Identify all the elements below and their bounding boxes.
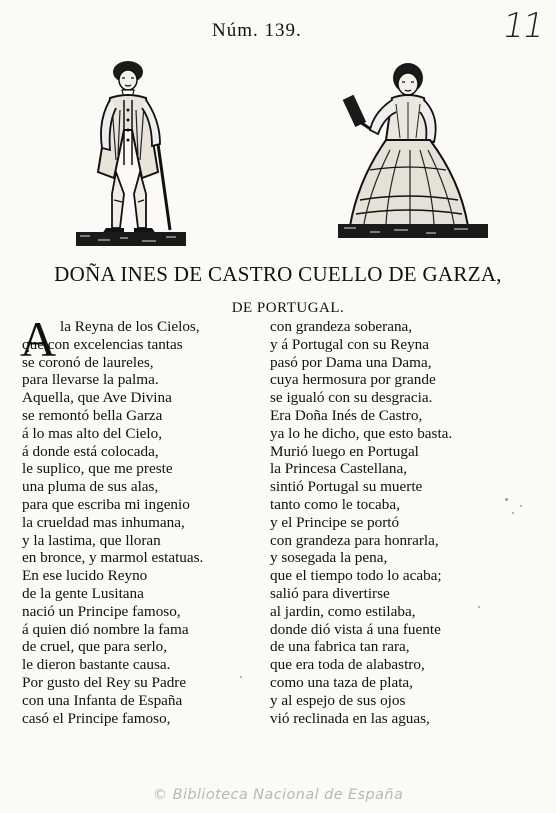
- verse-line: una pluma de sus alas,: [22, 478, 159, 496]
- verse-line: con grandeza soberana,: [270, 318, 413, 335]
- verse-line: se coronó de laureles,: [22, 353, 154, 371]
- verse-line: nació un Principe famoso,: [22, 602, 181, 620]
- verse-line: y sosegada la pena,: [270, 549, 388, 567]
- verse-line: que era toda de alabastro,: [270, 656, 425, 674]
- verse-line: para llevarse la palma.: [22, 371, 159, 389]
- verse-line: con una Infanta de España: [22, 691, 183, 709]
- verse-line: y á Portugal con su Reyna: [270, 335, 430, 353]
- verse-line: salió para divertirse: [270, 584, 390, 602]
- verse-line: á donde está colocada,: [22, 442, 159, 460]
- verse-line: de una fabrica tan rara,: [270, 638, 410, 656]
- verse-line: á quien dió nombre la fama: [22, 620, 189, 638]
- verse-line: la Princesa Castellana,: [270, 460, 408, 478]
- verse-line: con grandeza para honrarla,: [270, 531, 439, 549]
- scan-speck: [478, 606, 480, 608]
- verse-line: como una taza de plata,: [270, 673, 413, 691]
- verse-line: Era Doña Inés de Castro,: [270, 406, 423, 424]
- verse-line: en bronce, y marmol estatuas.: [22, 549, 204, 567]
- library-credit: © Biblioteca Nacional de España: [152, 787, 404, 803]
- verse-line: de cruel, que para serlo,: [22, 638, 168, 656]
- verse-line: pasó por Dama una Dama,: [270, 353, 432, 371]
- verse-line: y la lastima, que lloran: [22, 531, 161, 549]
- text-column-left: [22, 318, 204, 727]
- drop-cap-letter: A: [20, 311, 57, 367]
- verse-line: Murió luego en Portugal: [270, 442, 419, 460]
- verse-line: al jardin, como estilaba,: [270, 602, 416, 620]
- scan-speck: [512, 512, 514, 514]
- scan-speck: [505, 498, 508, 501]
- verse-line: á lo mas alto del Cielo,: [22, 424, 163, 442]
- verse-line: Por gusto del Rey su Padre: [22, 673, 187, 691]
- verse-line: tanto como le tocaba,: [270, 495, 400, 513]
- verse-line: la Reyna de los Cielos,: [60, 318, 200, 335]
- verse-line: de la gente Lusitana: [22, 584, 144, 602]
- verse-line: y el Principe se portó: [270, 513, 400, 531]
- verse-line: que con excelencias tantas: [22, 335, 183, 353]
- page-number: Núm. 139.: [212, 20, 302, 41]
- verse-line: En ese lucido Reyno: [22, 567, 148, 585]
- ballad-title: DOÑA INES DE CASTRO CUELLO DE GARZA,: [54, 262, 502, 286]
- verse-line: la crueldad mas inhumana,: [22, 513, 185, 531]
- verse-line: ya lo he dicho, que esto basta.: [270, 424, 453, 442]
- verse-line: le suplico, que me preste: [22, 460, 173, 478]
- text-column-right: [270, 318, 452, 727]
- handwritten-folio-number: 11: [499, 6, 546, 46]
- verse-line: donde dió vista á una fuente: [270, 620, 441, 638]
- verse-line: vió reclinada en las aguas,: [270, 709, 430, 727]
- verse-line: se remontó bella Garza: [22, 406, 163, 424]
- scan-speck: [520, 505, 522, 507]
- verse-line: sintió Portugal su muerte: [270, 478, 423, 496]
- verse-line: casó el Principe famoso,: [22, 709, 171, 727]
- ballad-subtitle: DE PORTUGAL.: [231, 300, 345, 316]
- verse-line: para que escriba mi ingenio: [22, 495, 190, 513]
- verse-line: cuya hermosura por grande: [270, 371, 436, 389]
- scan-speck: [240, 676, 242, 678]
- verse-line: que el tiempo todo lo acaba;: [270, 567, 442, 585]
- verse-line: Aquella, que Ave Divina: [22, 389, 172, 407]
- verse-line: le dieron bastante causa.: [22, 656, 171, 674]
- verse-line: se igualó con su desgracia.: [270, 389, 433, 407]
- woodcut-man-illustration: [72, 60, 190, 250]
- woodcut-woman-illustration: [330, 60, 492, 242]
- verse-line: y al espejo de sus ojos: [270, 691, 406, 709]
